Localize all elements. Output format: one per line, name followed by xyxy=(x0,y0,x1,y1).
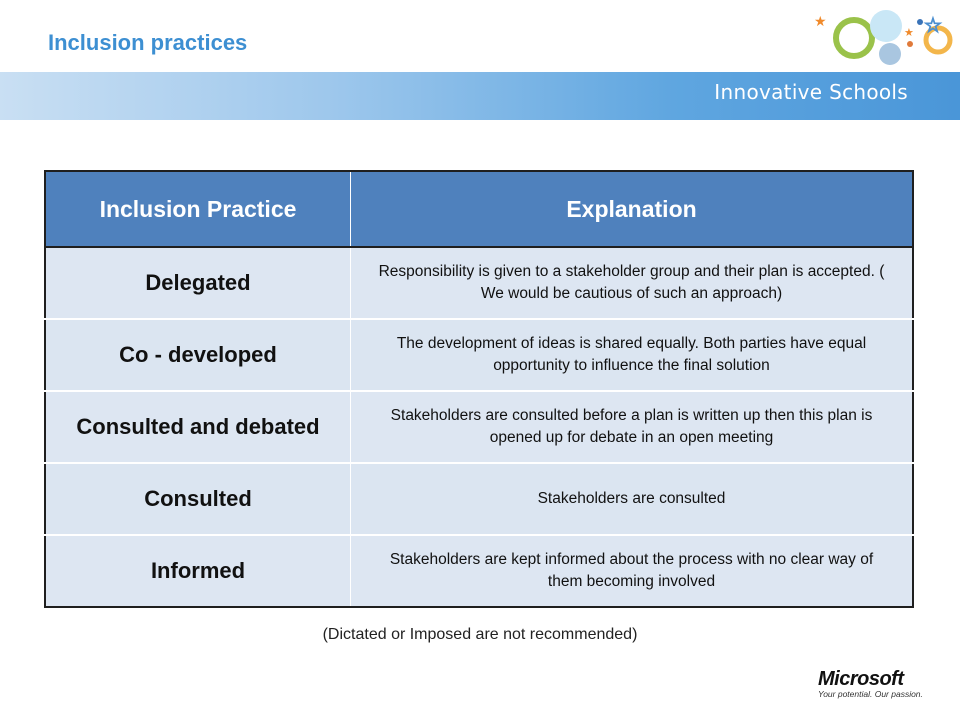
inclusion-practices-table xyxy=(44,170,914,608)
column-header-practice: Inclusion Practice xyxy=(45,171,351,247)
explanation-cell: Stakeholders are kept informed about the process with no clear way of them becoming involved xyxy=(351,535,914,607)
table-row xyxy=(45,535,913,607)
table-row xyxy=(45,319,913,391)
svg-text:★: ★ xyxy=(814,13,827,29)
practice-cell: Co - developed xyxy=(45,319,351,391)
microsoft-logo xyxy=(818,668,928,699)
microsoft-tagline: Your potential. Our passion. xyxy=(818,689,923,699)
practice-cell: Informed xyxy=(45,535,351,607)
svg-text:★: ★ xyxy=(904,27,914,39)
table-row xyxy=(45,463,913,535)
explanation-cell: The development of ideas is shared equally. Both parties have equal opportunity to influence the final solution xyxy=(351,319,914,391)
explanation-cell: Responsibility is given to a stakeholder group and their plan is accepted. ( We would be cautious of such an approach) xyxy=(351,247,914,319)
practice-cell: Consulted and debated xyxy=(45,391,351,463)
practice-cell: Consulted xyxy=(45,463,351,535)
table-row xyxy=(45,391,913,463)
table-header-row xyxy=(45,171,913,247)
practice-cell: Delegated xyxy=(45,247,351,319)
banner-text: Innovative Schools xyxy=(714,80,908,104)
innovative-schools-logo-art xyxy=(808,4,958,74)
slide-title: Inclusion practices xyxy=(48,30,248,55)
explanation-cell: Stakeholders are consulted xyxy=(351,463,914,535)
explanation-cell: Stakeholders are consulted before a plan is written up then this plan is opened up for debate in an open meeting xyxy=(351,391,914,463)
table-row xyxy=(45,247,913,319)
footnote: (Dictated or Imposed are not recommended) xyxy=(322,626,638,643)
svg-text:☆: ☆ xyxy=(924,15,942,37)
column-header-explanation: Explanation xyxy=(351,171,914,247)
microsoft-wordmark: Microsoft xyxy=(818,668,904,690)
